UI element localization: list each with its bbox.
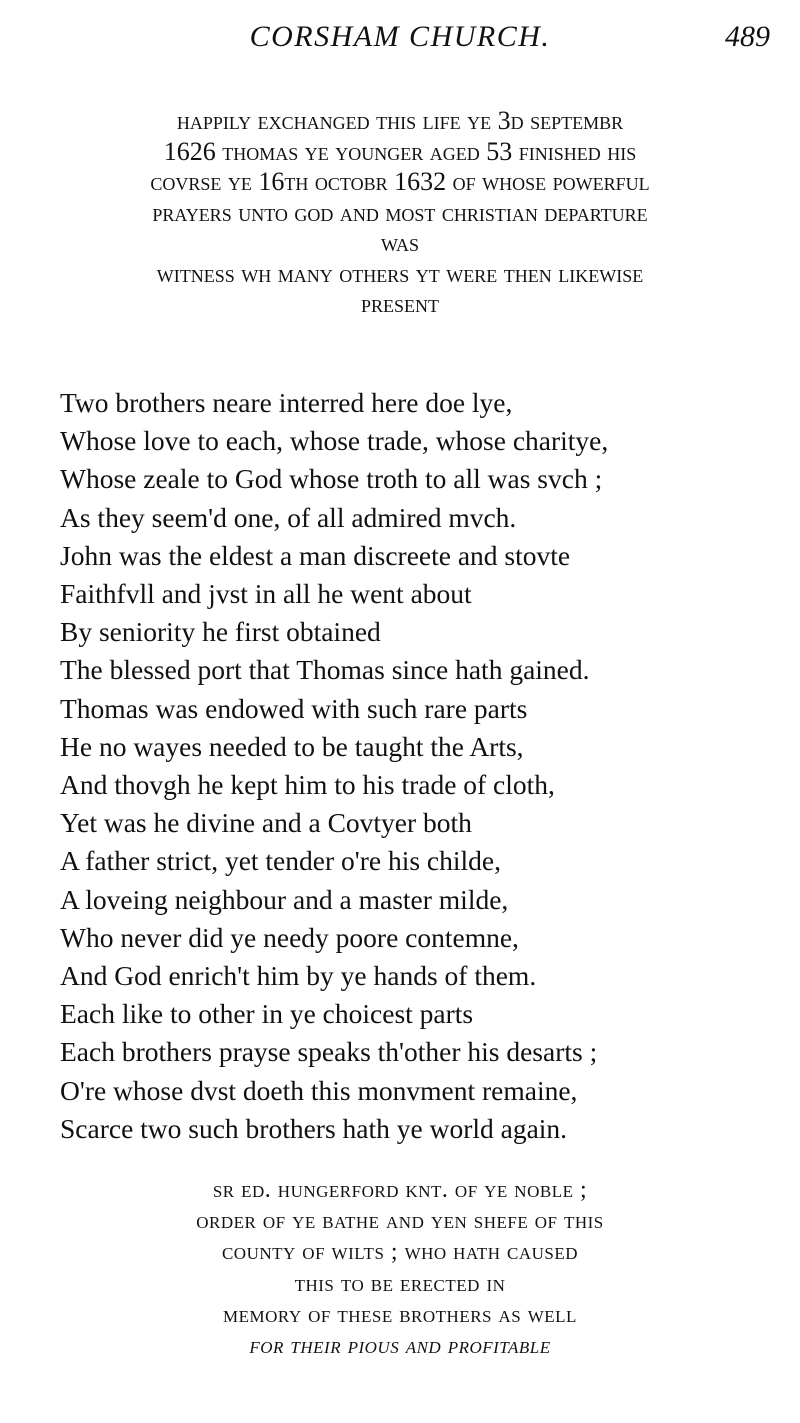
verse-line: Whose zeale to God whose troth to all was svch ; bbox=[60, 463, 603, 495]
verse-line: Scarce two such brothers hath ye world again. bbox=[60, 1112, 568, 1144]
verse-line: As they seem'd one, of all admired mvch. bbox=[60, 501, 517, 533]
epitaph-verse bbox=[60, 384, 780, 1148]
inscription-line: witness wh many others yt were then likewise bbox=[156, 258, 644, 288]
inscription-line: was bbox=[380, 228, 419, 257]
verse-line: A father strict, yet tender o're his childe, bbox=[60, 845, 501, 877]
verse-line: By seniority he first obtained bbox=[60, 616, 381, 648]
verse-line: The blessed port that Thomas since hath gained. bbox=[60, 654, 590, 686]
inscription-line: this to be erected in bbox=[294, 1270, 506, 1297]
verse-line: Two brothers neare interred here doe lye, bbox=[60, 387, 513, 418]
inscription-line: happily exchanged this life ye 3d septembr bbox=[176, 106, 624, 135]
verse-line: Faithfvll and jvst in all he went about bbox=[60, 578, 472, 610]
inscription-line: for their pious and profitable bbox=[249, 1333, 551, 1360]
inscription-line: 1626 thomas ye younger aged 53 finished his bbox=[163, 136, 637, 166]
page-number: 489 bbox=[725, 20, 770, 53]
inscription-top bbox=[20, 106, 780, 320]
inscription-line: memory of these brothers as well bbox=[223, 1301, 577, 1328]
inscription-line: present bbox=[360, 289, 439, 318]
verse-line: Whose love to each, whose trade, whose charitye, bbox=[60, 425, 609, 457]
inscription-bottom bbox=[20, 1175, 780, 1362]
inscription-line: prayers unto god and most christian departure bbox=[152, 197, 648, 227]
verse-line: And God enrich't him by ye hands of them. bbox=[60, 960, 537, 992]
running-title: CORSHAM CHURCH. bbox=[249, 20, 551, 53]
verse-line: A loveing neighbour and a master milde, bbox=[60, 883, 509, 915]
verse-line: Who never did ye needy poore contemne, bbox=[60, 921, 519, 953]
verse-line: Each brothers prayse speaks th'other his desarts ; bbox=[60, 1036, 598, 1068]
verse-line: Thomas was endowed with such rare parts bbox=[60, 692, 528, 724]
running-head bbox=[0, 18, 800, 58]
inscription-line: sr ed. hungerford knt. of ye noble ; bbox=[212, 1177, 588, 1203]
inscription-line: order of ye bathe and yen shefe of this bbox=[196, 1208, 604, 1235]
verse-line: He no wayes needed to be taught the Arts, bbox=[60, 730, 524, 762]
verse-line: Yet was he divine and a Covtyer both bbox=[60, 807, 472, 839]
verse-line: John was the eldest a man discreete and stovte bbox=[60, 539, 571, 571]
verse-line: Each like to other in ye choicest parts bbox=[60, 998, 474, 1030]
inscription-line: county of wilts ; who hath caused bbox=[221, 1239, 579, 1266]
verse-line: And thovgh he kept him to his trade of cloth, bbox=[60, 769, 555, 801]
inscription-line: covrse ye 16th octobr 1632 of whose powerful bbox=[150, 167, 650, 196]
verse-line: O're whose dvst doeth this monvment remaine, bbox=[60, 1074, 578, 1106]
